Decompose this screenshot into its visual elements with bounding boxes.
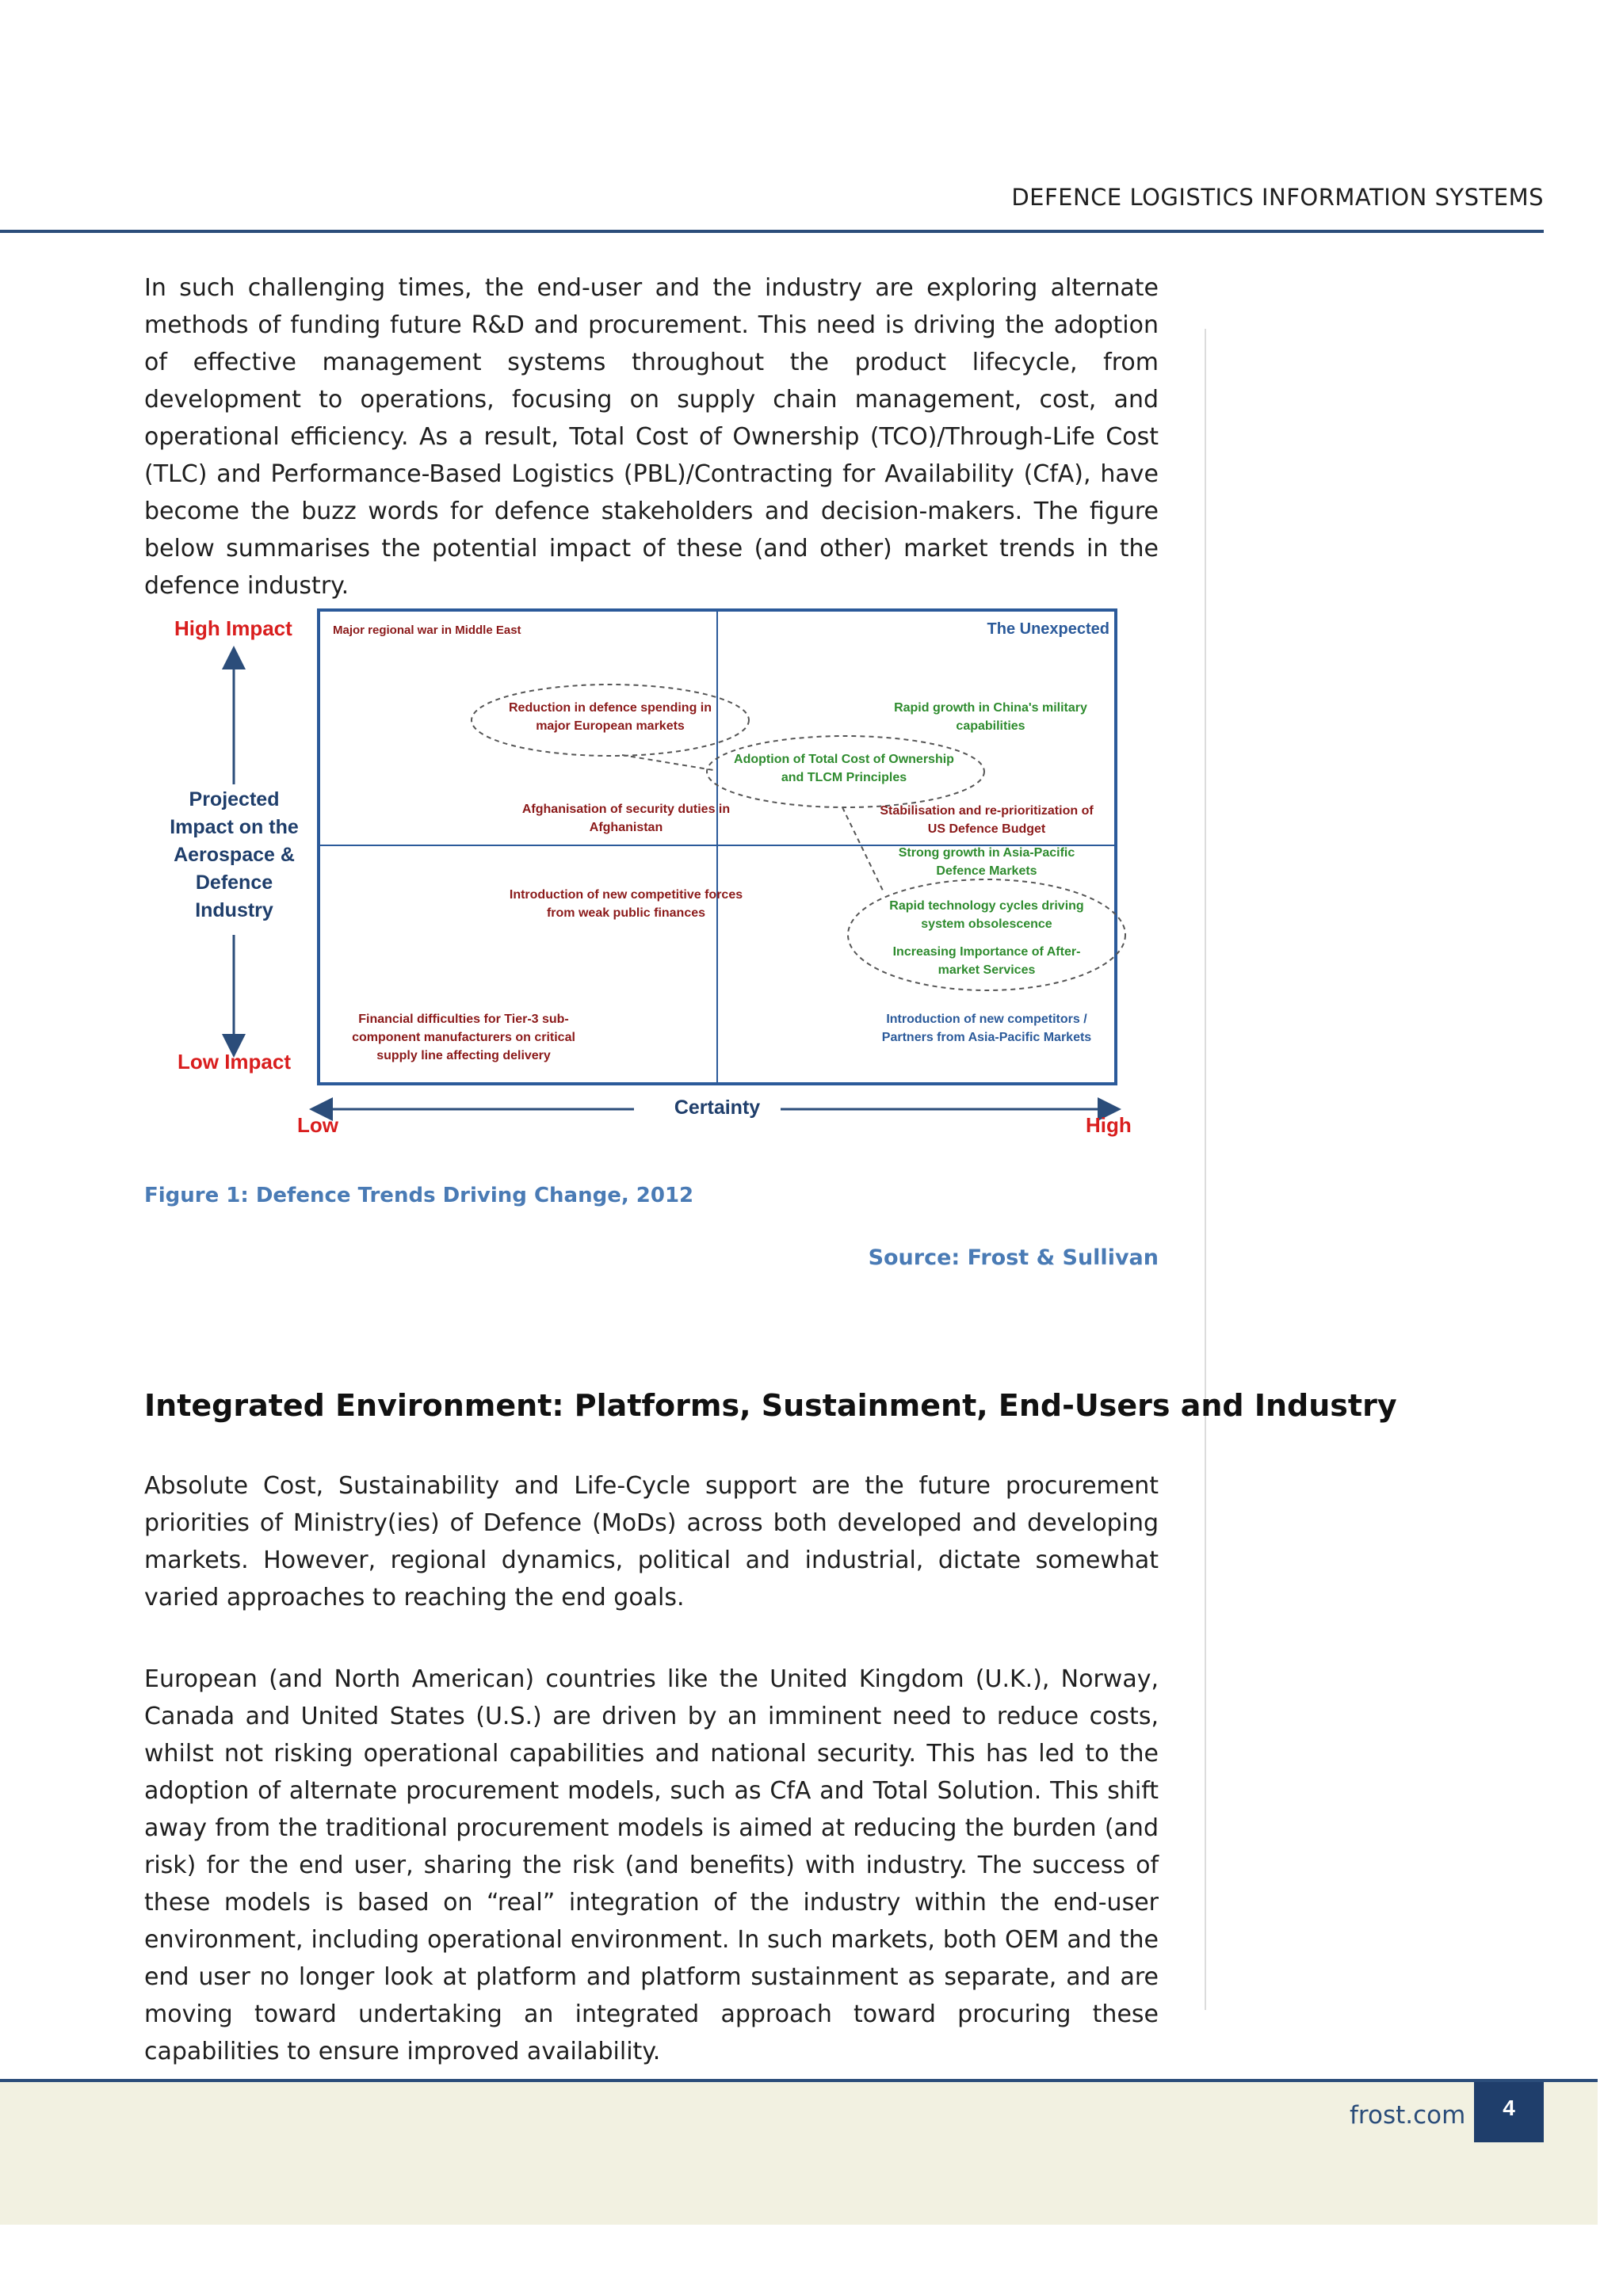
x-axis-title: Certainty: [674, 1097, 761, 1119]
y-axis-title: Projected Impact on the Aerospace & Defence Industry: [170, 788, 299, 921]
header-rule: [0, 230, 1544, 233]
connector-tco-tech: [842, 807, 884, 892]
side-divider: [1205, 329, 1206, 2010]
item-tco: Adoption of Total Cost of Ownership and TLCM Principles: [734, 753, 954, 785]
item-new-competitors: Introduction of new competitors / Partners from Asia-Pacific Markets: [881, 1013, 1092, 1045]
item-us-budget: Stabilisation and re-prioritization of US Defence Budget: [880, 804, 1094, 837]
item-tech-cycles: Rapid technology cycles driving system obsolescence: [889, 899, 1084, 932]
item-major-war: Major regional war in Middle East: [333, 624, 521, 637]
item-competitive-forces: Introduction of new competitive forces from weak public finances: [509, 888, 743, 921]
document-header-title: DEFENCE LOGISTICS INFORMATION SYSTEMS: [1011, 184, 1544, 211]
item-tier3: Financial difficulties for Tier-3 sub-component manufacturers on critical supply line affecting delivery: [352, 1013, 575, 1063]
page-number: 4: [1474, 2082, 1544, 2142]
item-afghanistan: Afghanisation of security duties in Afghanistan: [521, 803, 731, 835]
trends-figure: [158, 602, 1141, 1157]
item-unexpected: The Unexpected: [987, 620, 1109, 638]
item-aftermarket: Increasing Importance of After-market Services: [892, 945, 1081, 978]
footer-rule: [0, 2079, 1598, 2082]
item-reduction: Reduction in defence spending in major European markets: [508, 701, 712, 734]
x-axis-high-label: High: [1086, 1113, 1132, 1137]
x-axis-low-label: Low: [297, 1113, 338, 1137]
section-heading: Integrated Environment: Platforms, Sustainment, End-Users and Industry: [144, 1388, 1397, 1423]
y-axis-high-label: High Impact: [174, 616, 292, 640]
y-axis-low-label: Low Impact: [178, 1050, 292, 1074]
connector-reduction-tco: [622, 755, 713, 770]
item-asia-pacific: Strong growth in Asia-Pacific Defence Markets: [898, 846, 1075, 879]
item-china: Rapid growth in China's military capabilities: [894, 701, 1087, 734]
paragraph-3: European (and North American) countries like the United Kingdom (U.K.), Norway, Canada and United States (U.S.) are driven by an imminent need to reduce costs, whilst not risking operational capabilities and national security. This has led to the adoption of alternate procurement models, such as CfA and Total Solution. This shift away from the traditional procurement models is aimed at reducing the burden (and risk) for the end user, sharing the risk (and benefits) with industry. The success of these models is based on “real” integration of the industry within the end-user environment, including operational environment. In such markets, both OEM and the end user no longer look at platform and platform sustainment as separate, and are moving toward undertaking an integrated approach toward procuring these capabilities to ensure improved availability.: [144, 1665, 1159, 2065]
figure-caption: Figure 1: Defence Trends Driving Change, 2012: [144, 1184, 694, 1207]
paragraph-2: Absolute Cost, Sustainability and Life-Cycle support are the future procurement priorities of Ministry(ies) of Defence (MoDs) across both developed and developing markets. However, regional dynamics, political and industrial, dictate somewhat varied approaches to reaching the end goals.: [144, 1472, 1159, 1611]
intro-paragraph: In such challenging times, the end-user and the industry are exploring alternate methods of funding future R&D and procurement. This need is driving the adoption of effective management systems throughout the product lifecycle, from development to operations, focusing on supply chain management, cost, and operational efficiency. As a result, Total Cost of Ownership (TCO)/Through-Life Cost (TLC) and Performance-Based Logistics (PBL)/Contracting for Availability (CfA), have become the buzz words for defence stakeholders and decision-makers. The figure below summarises the potential impact of these (and other) market trends in the defence industry.: [144, 274, 1159, 600]
figure-source: Source: Frost & Sullivan: [868, 1245, 1159, 1270]
footer-site-link[interactable]: frost.com: [1350, 2101, 1466, 2130]
